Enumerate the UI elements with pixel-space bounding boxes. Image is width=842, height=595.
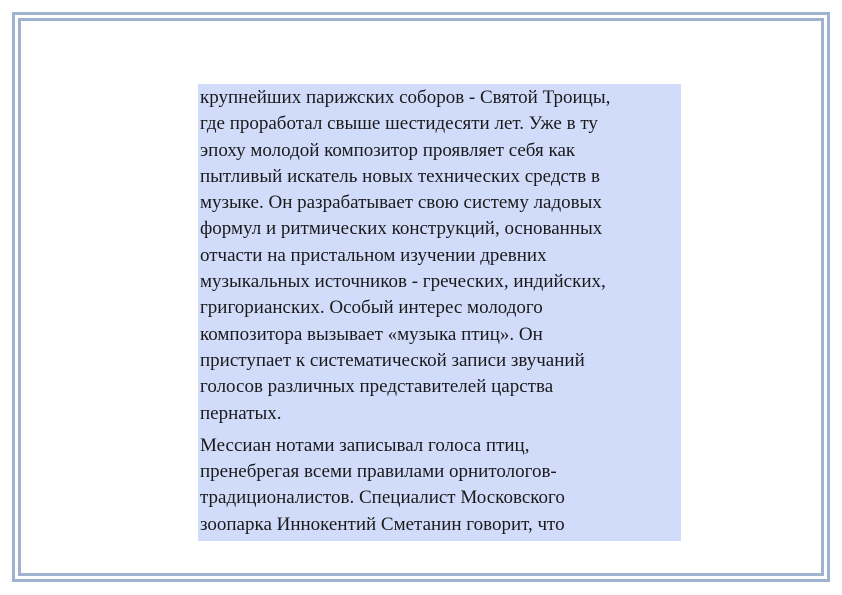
text-line: пытливый искатель новых технических средств в bbox=[200, 165, 600, 187]
text-line: приступает к систематической записи звучаний bbox=[200, 349, 585, 371]
text-line: отчасти на пристальном изучении древних bbox=[200, 244, 547, 266]
text-line: пернатых. bbox=[200, 402, 282, 424]
text-line: пренебрегая всеми правилами орнитологов- bbox=[200, 461, 557, 483]
paragraph-2 bbox=[200, 433, 679, 538]
text-line: голосов различных представителей царства bbox=[200, 376, 554, 398]
text-box[interactable] bbox=[198, 84, 681, 541]
text-line: традиционалистов. Специалист Московского bbox=[200, 487, 565, 509]
text-line: зоопарка Иннокентий Сметанин говорит, что bbox=[200, 513, 565, 535]
text-line: крупнейших парижских соборов - Святой Троицы, bbox=[200, 87, 611, 108]
text-line: григорианских. Особый интерес молодого bbox=[200, 297, 543, 319]
text-line: эпоху молодой композитор проявляет себя как bbox=[200, 139, 576, 161]
text-line: музыкальных источников - греческих, индийских, bbox=[200, 271, 606, 293]
text-line: где проработал свыше шестидесяти лет. Уже в ту bbox=[200, 113, 598, 135]
text-line: музыке. Он разрабатывает свою систему ладовых bbox=[200, 192, 602, 214]
text-line: Мессиан нотами записывал голоса птиц, bbox=[200, 434, 530, 456]
paragraph-1 bbox=[200, 85, 679, 427]
text-line: композитора вызывает «музыка птиц». Он bbox=[200, 323, 543, 345]
text-line: формул и ритмических конструкций, основанных bbox=[200, 218, 603, 240]
